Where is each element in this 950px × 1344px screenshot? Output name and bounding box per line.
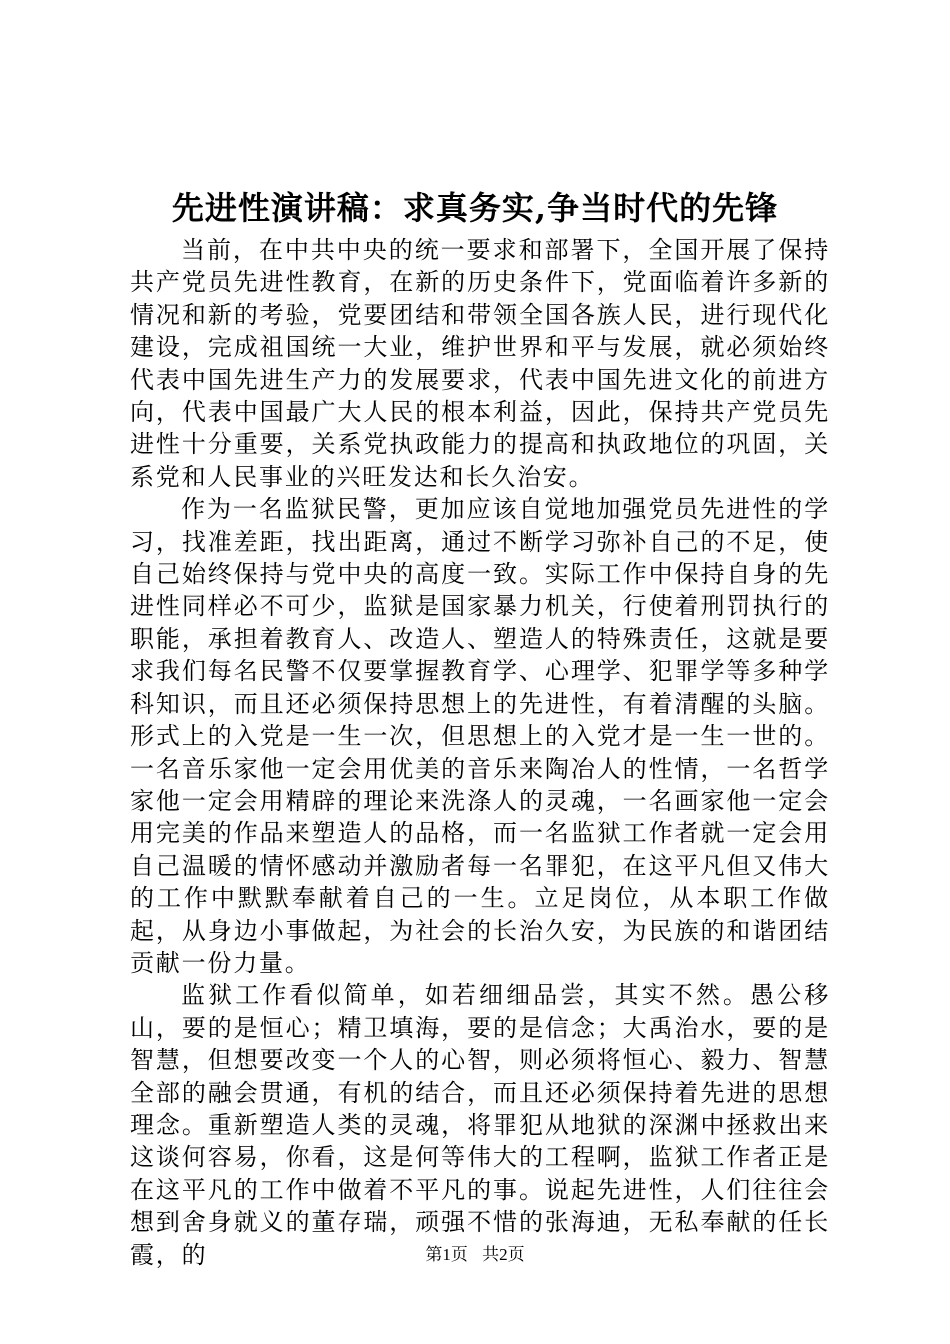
paragraph-3: 监狱工作看似简单，如若细细品尝，其实不然。愚公移山，要的是恒心；精卫填海，要的是信念；大禹治水，要的是智慧，但想要改变一个人的心智，则必须将恒心、毅力、智慧全部的融会贯通，有机的结合，而且还必须保持着先进的思想理念。重新塑造人类的灵魂，将罪犯从地狱的深渊中拯救出来这谈何容易，你看，这是何等伟大的工程啊，监狱工作者正是在这平凡的工作中做着不平凡的事。说起先进性，人们往往会想到舍身就义的董存瑞，顽强不惜的张海迪，无私奉献的任长霞，的 [130,981,830,1269]
paragraph-1: 当前，在中共中央的统一要求和部署下，全国开展了保持共产党员先进性教育，在新的历史条件下，党面临着许多新的情况和新的考验，党要团结和带领全国各族人民，进行现代化建设，完成祖国统一大业，维护世界和平与发展，就必须始终代表中国先进生产力的发展要求，代表中国先进文化的前进方向，代表中国最广大人民的根本利益，因此，保持共产党员先进性十分重要，关系党执政能力的提高和执政地位的巩固，关系党和人民事业的兴旺发达和长久治安。 [130,236,830,491]
page-number-total: 共2页 [482,1245,525,1264]
document-title: 先进性演讲稿：求真务实,争当时代的先锋 [171,189,779,227]
paragraph-2: 作为一名监狱民警，更加应该自觉地加强党员先进性的学习，找准差距，找出距离，通过不断学习弥补自己的不足，使自己始终保持与党中央的高度一致。实际工作中保持自身的先进性同样必不可少，监狱是国家暴力机关，行使着刑罚执行的职能，承担着教育人、改造人、塑造人的特殊责任，这就是要求我们每名民警不仅要掌握教育学、心理学、犯罪学等多种学科知识，而且还必须保持思想上的先进性，有着清醒的头脑。形式上的入党是一生一次，但思想上的入党才是一生一世的。一名音乐家他一定会用优美的音乐来陶冶人的性情，一名哲学家他一定会用精辟的理论来洗涤人的灵魂，一名画家他一定会用完美的作品来塑造人的品格，而一名监狱工作者就一定会用自己温暖的情怀感动并激励者每一名罪犯，在这平凡但又伟大的工作中默默奉献着自己的一生。立足岗位，从本职工作做起，从身边小事做起，为社会的长治久安，为民族的和谐团结贡献一份力量。 [130,495,830,977]
document-body [130,234,830,1271]
page-number-current: 第1页 [425,1245,468,1264]
page-footer [0,1244,950,1266]
